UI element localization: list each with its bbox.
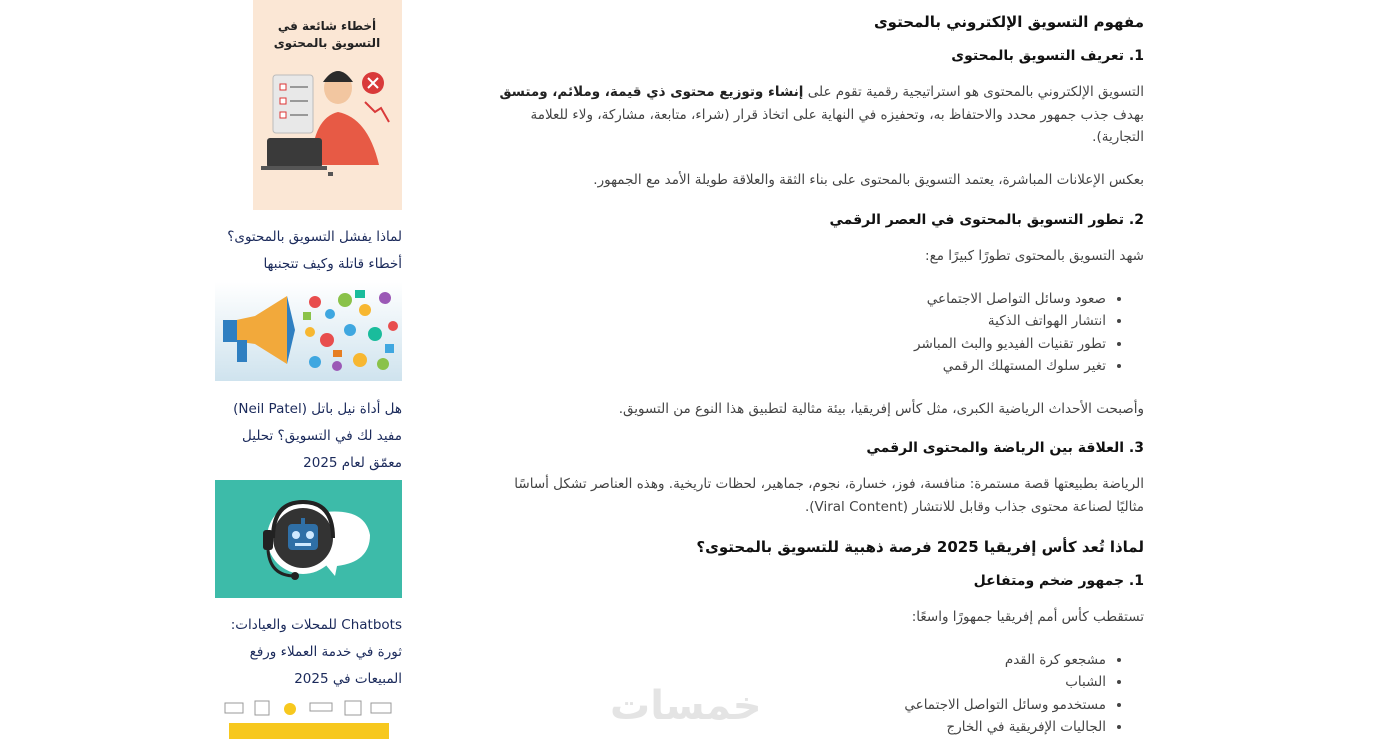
article-content [490, 0, 1144, 739]
paragraph-trust: بعكس الإعلانات المباشرة، يعتمد التسويق بالمحتوى على بناء الثقة والعلاقة طويلة الأمد مع الجمهور. [593, 171, 1144, 188]
heading-afcon-opportunity: لماذا تُعد كأس إفريقيا 2025 فرصة ذهبية للتسويق بالمحتوى؟ [696, 538, 1144, 556]
heading-content-marketing-concept: مفهوم التسويق الإلكتروني بالمحتوى [873, 13, 1144, 31]
svg-text:أخطاء شائعة في: أخطاء شائعة في [277, 19, 377, 33]
doodle-illustration [215, 699, 402, 739]
related-post-link-chatbots[interactable]: Chatbots للمحلات والعيادات: ثورة في خدمة العملاء ورفع المبيعات في 2025 [230, 617, 402, 687]
list-item: • الشباب [490, 671, 1106, 694]
thumbnail-common-mistakes[interactable] [253, 0, 402, 210]
paragraph-evolution-intro: شهد التسويق بالمحتوى تطورًا كبيرًا مع: [925, 248, 1144, 264]
svg-text:التسويق بالمحتوى: التسويق بالمحتوى [273, 36, 381, 50]
paragraph-audience-intro: تستقطب كأس أمم إفريقيا جمهورًا واسعًا: [911, 609, 1144, 625]
list-item: • تغير سلوك المستهلك الرقمي [490, 355, 1106, 378]
evolution-list [490, 288, 1144, 378]
khamsat-watermark: خمسات [610, 683, 762, 729]
heading-huge-audience: 1. جمهور ضخم ومتفاعل [973, 573, 1144, 589]
thumbnail-next-post[interactable] [215, 699, 402, 739]
heading-evolution: 2. تطور التسويق بالمحتوى في العصر الرقمي [829, 212, 1144, 228]
paragraph-definition: التسويق الإلكتروني بالمحتوى هو استراتيجية رقمية تقوم على إنشاء وتوزيع محتوى ذي قيمة، وملائم، ومتسق بهدف جذب جمهور محدد والاحتفاظ به، وتحفيزه في النهاية على اتخاذ قرار (شراء، متابعة، مشاركة، ولاء للعلامة التجارية). [499, 84, 1144, 145]
list-item: • تطور تقنيات الفيديو والبث المباشر [490, 333, 1106, 356]
audience-list [490, 649, 1144, 739]
related-post-link-neil-patel[interactable]: هل أداة نيل باتل (Neil Patel) مفيد لك في التسويق؟ تحليل معمّق لعام 2025 [233, 401, 402, 471]
list-item: • صعود وسائل التواصل الاجتماعي [490, 288, 1106, 311]
related-post-link-content-marketing-fails[interactable]: لماذا يفشل التسويق بالمحتوى؟ أخطاء قاتلة وكيف تتجنبها [227, 229, 402, 272]
thumbnail-neil-patel[interactable] [215, 282, 402, 381]
list-item: • الجاليات الإفريقية في الخارج [490, 716, 1106, 739]
paragraph-evolution-outro: وأصبحت الأحداث الرياضية الكبرى، مثل كأس إفريقيا، بيئة مثالية لتطبيق هذا النوع من التسويق. [618, 400, 1144, 417]
list-item: • مستخدمو وسائل التواصل الاجتماعي [490, 694, 1106, 717]
list-item: • مشجعو كرة القدم [490, 649, 1106, 672]
chatbot-illustration [215, 480, 402, 598]
paragraph-sports-relation: الرياضة بطبيعتها قصة مستمرة: منافسة، فوز، خسارة، نجوم، جماهير، لحظات تاريخية. وهذه العناصر تشكل أساسًا مثاليًا لصناعة محتوى جذاب وقابل للانتشار (Viral Content). [514, 476, 1144, 515]
heading-definition: 1. تعريف التسويق بالمحتوى [951, 48, 1144, 64]
mistakes-illustration [253, 0, 402, 210]
thumbnail-chatbots[interactable] [215, 480, 402, 598]
heading-sports-relation: 3. العلاقة بين الرياضة والمحتوى الرقمي [866, 440, 1144, 456]
megaphone-illustration [215, 282, 402, 381]
related-posts-sidebar [215, 0, 402, 739]
list-item: • انتشار الهواتف الذكية [490, 310, 1106, 333]
